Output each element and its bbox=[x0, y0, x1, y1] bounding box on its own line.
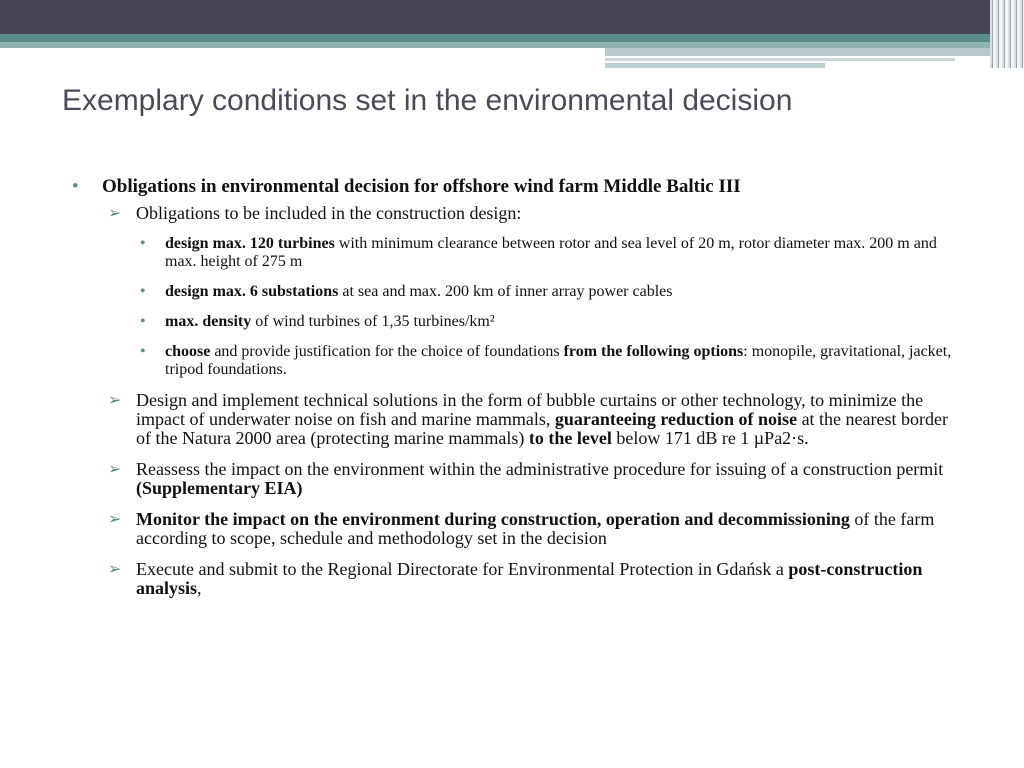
slide-title: Exemplary conditions set in the environmental decision bbox=[62, 84, 793, 117]
noise-text-3: below 171 dB re 1 µPa2·s. bbox=[611, 428, 809, 448]
turbines-text: with minimum clearance between rotor and sea level of 20 m, rotor diameter max. 200 m and max. height of 275 m bbox=[165, 235, 937, 270]
noise-bold-2: to the level bbox=[528, 428, 612, 448]
list-item-monitor bbox=[72, 510, 959, 548]
foundations-text: : monopile, gravitational, jacket, tripod foundations. bbox=[165, 343, 952, 378]
noise-text-2: at the nearest border of the Natura 2000 area (protecting marine mammals) bbox=[136, 409, 948, 448]
options-bold: from the following options bbox=[563, 343, 744, 360]
reassess-bold: (Supplementary EIA) bbox=[136, 478, 303, 498]
list-item-construction bbox=[72, 204, 959, 223]
bullet-dot: • bbox=[72, 176, 79, 197]
header-band-teal bbox=[0, 34, 1024, 42]
header-band-light bbox=[605, 48, 1024, 56]
construction-intro: Obligations to be included in the construction design: bbox=[136, 203, 522, 223]
list-item-turbines bbox=[72, 235, 960, 271]
header-band-line bbox=[605, 58, 955, 61]
bullet-dot: • bbox=[140, 283, 146, 300]
arrow-bullet-icon: ➢ bbox=[108, 461, 122, 478]
choose-bold: choose bbox=[165, 343, 211, 360]
list-item-substations bbox=[72, 283, 960, 301]
arrow-bullet-icon: ➢ bbox=[108, 561, 122, 578]
bullet-dot: • bbox=[140, 313, 146, 330]
header-band-short bbox=[605, 63, 825, 68]
arrow-bullet-icon: ➢ bbox=[108, 205, 122, 222]
list-item-execute bbox=[72, 560, 959, 598]
list-item-density bbox=[72, 313, 960, 331]
density-bold: max. density bbox=[165, 313, 252, 330]
turbines-bold: design max. 120 turbines bbox=[165, 235, 335, 252]
construction-sublist bbox=[72, 235, 972, 379]
reassess-text: Reassess the impact on the environment within the administrative procedure for issuing of a construction permit bbox=[136, 459, 944, 479]
substations-bold: design max. 6 substations bbox=[165, 283, 339, 300]
bullet-dot: • bbox=[140, 343, 146, 360]
header-band-dark bbox=[0, 0, 1024, 34]
arrow-bullet-icon: ➢ bbox=[108, 511, 122, 528]
arrow-bullet-icon: ➢ bbox=[108, 392, 122, 409]
monitor-text: of the farm according to scope, schedule and methodology set in the decision bbox=[136, 509, 935, 548]
list-item-reassess bbox=[72, 460, 959, 498]
list-item-foundations bbox=[72, 343, 960, 379]
substations-text: at sea and max. 200 km of inner array power cables bbox=[338, 283, 673, 300]
execute-text-end: , bbox=[197, 578, 202, 598]
density-text: of wind turbines of 1,35 turbines/km² bbox=[251, 313, 495, 330]
corner-stripes bbox=[990, 0, 1024, 68]
noise-bold-1: guaranteeing reduction of noise bbox=[554, 409, 798, 429]
bullet-dot: • bbox=[140, 235, 146, 252]
noise-text-1: Design and implement technical solutions in the form of bubble curtains or other technology, to minimize the impact of underwater noise on fish and marine mammals, bbox=[136, 390, 924, 429]
monitor-bold: Monitor the impact on the environment during construction, operation and decommissioning bbox=[136, 509, 850, 529]
foundations-mid: and provide justification for the choice of foundations bbox=[210, 343, 564, 360]
main-heading: Obligations in environmental decision for offshore wind farm Middle Baltic III bbox=[102, 176, 741, 197]
execute-bold: post-construction analysis bbox=[136, 559, 923, 598]
list-item-noise bbox=[72, 391, 959, 448]
execute-text: Execute and submit to the Regional Directorate for Environmental Protection in Gdańsk a bbox=[136, 559, 789, 579]
slide-body bbox=[72, 176, 972, 610]
main-heading-item bbox=[72, 176, 972, 198]
